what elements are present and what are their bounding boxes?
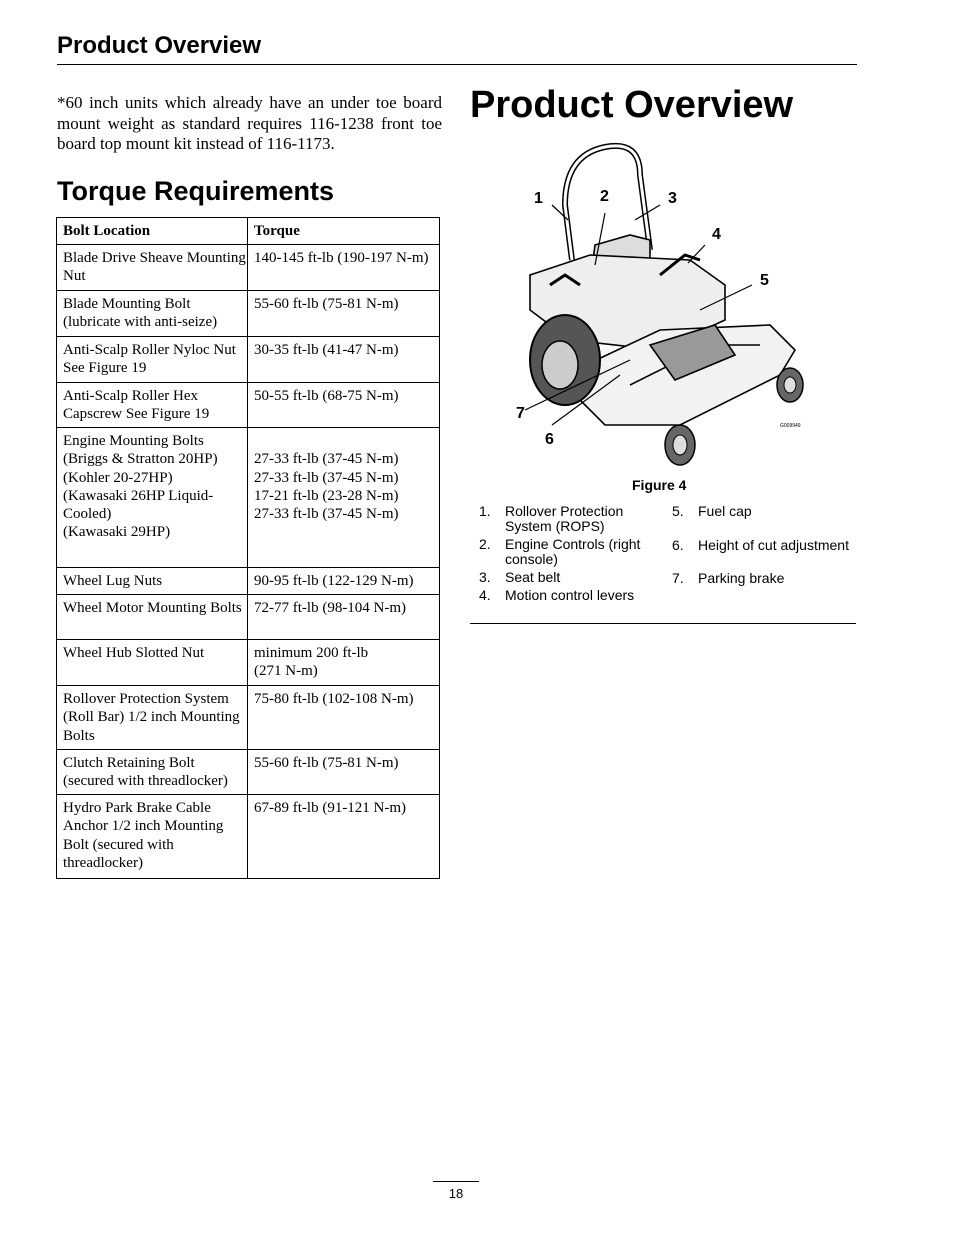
header-rule [57, 64, 857, 65]
legend-text: Height of cut adjustment [698, 537, 849, 553]
figure-legend-left [470, 504, 660, 606]
torque-cell: 27-33 ft-lb (37-45 N-m) 27-33 ft-lb (37-45 N-m) 17-21 ft-lb (23-28 N-m) 27-33 ft-lb (37-45 N-m) [248, 428, 440, 568]
table-row [57, 337, 440, 383]
callout-7: 7 [516, 405, 525, 422]
page-header-title: Product Overview [57, 32, 262, 59]
figure-legend-right [663, 504, 856, 589]
section-title: Product Overview [470, 84, 794, 126]
table-row [57, 595, 440, 640]
torque-cell: 72-77 ft-lb (98-104 N-m) [248, 595, 440, 640]
legend-text: Engine Controls (right console) [505, 536, 641, 567]
bolt-location-cell: Engine Mounting Bolts (Briggs & Stratton 20HP) (Kohler 20-27HP) (Kawasaki 26HP Liquid-Cooled) (Kawasaki 29HP) [57, 428, 248, 568]
column-header-torque: Torque [248, 218, 440, 245]
torque-cell: 75-80 ft-lb (102-108 N-m) [248, 686, 440, 750]
torque-cell: 50-55 ft-lb (68-75 N-m) [248, 383, 440, 428]
legend-item [470, 588, 660, 603]
callout-1: 1 [534, 190, 543, 207]
bolt-location-cell: Anti-Scalp Roller Hex Capscrew See Figure 19 [57, 383, 248, 428]
torque-cell: 55-60 ft-lb (75-81 N-m) [248, 750, 440, 795]
page-number-rule [433, 1181, 479, 1182]
legend-number: 3. [479, 569, 491, 585]
torque-table [56, 217, 440, 879]
table-row [57, 383, 440, 428]
table-row [57, 750, 440, 795]
torque-cell: 90-95 ft-lb (122-129 N-m) [248, 568, 440, 595]
bolt-location-cell: Wheel Hub Slotted Nut [57, 640, 248, 686]
figure-code-label: G009949 [780, 423, 801, 429]
callout-4: 4 [712, 226, 721, 243]
table-row [57, 686, 440, 750]
table-row [57, 795, 440, 879]
torque-cell: 67-89 ft-lb (91-121 N-m) [248, 795, 440, 879]
callout-2: 2 [600, 188, 609, 205]
legend-rule [470, 623, 856, 624]
bolt-location-cell: Blade Drive Sheave Mounting Nut [57, 245, 248, 291]
legend-number: 2. [479, 536, 491, 552]
intro-paragraph: *60 inch units which already have an under toe board mount weight as standard requires 116-1238 front toe board top mount kit instead of 116-1173. [57, 93, 442, 153]
column-header-bolt-location: Bolt Location [57, 218, 248, 245]
page-number: 18 [448, 1186, 464, 1201]
legend-item [470, 537, 660, 567]
legend-item [470, 504, 660, 534]
torque-cell: 55-60 ft-lb (75-81 N-m) [248, 291, 440, 337]
legend-item [663, 571, 856, 586]
torque-cell: minimum 200 ft-lb (271 N-m) [248, 640, 440, 686]
torque-cell: 140-145 ft-lb (190-197 N-m) [248, 245, 440, 291]
legend-text: Motion control levers [505, 587, 635, 603]
legend-number: 1. [479, 503, 491, 519]
legend-number: 7. [672, 570, 684, 586]
callout-5: 5 [760, 272, 769, 289]
bolt-location-cell: Wheel Lug Nuts [57, 568, 248, 595]
table-row [57, 291, 440, 337]
table-header-row [57, 218, 440, 245]
table-row [57, 245, 440, 291]
callout-3: 3 [668, 190, 677, 207]
bolt-location-cell: Blade Mounting Bolt (lubricate with anti-seize) [57, 291, 248, 337]
legend-text: Parking brake [698, 570, 785, 586]
legend-number: 6. [672, 537, 684, 553]
legend-number: 4. [479, 587, 491, 603]
legend-item [470, 570, 660, 585]
figure-caption: Figure 4 [632, 477, 687, 493]
bolt-location-cell: Anti-Scalp Roller Nyloc Nut See Figure 19 [57, 337, 248, 383]
table-row [57, 640, 440, 686]
torque-heading: Torque Requirements [57, 176, 335, 206]
legend-number: 5. [672, 503, 684, 519]
legend-item [663, 538, 856, 553]
table-row [57, 568, 440, 595]
bolt-location-cell: Wheel Motor Mounting Bolts [57, 595, 248, 640]
legend-text: Rollover Protection System (ROPS) [505, 503, 624, 534]
torque-cell: 30-35 ft-lb (41-47 N-m) [248, 337, 440, 383]
mower-figure [510, 135, 830, 470]
bolt-location-cell: Hydro Park Brake Cable Anchor 1/2 inch Mounting Bolt (secured with threadlocker) [57, 795, 248, 879]
table-row [57, 428, 440, 568]
bolt-location-cell: Clutch Retaining Bolt (secured with threadlocker) [57, 750, 248, 795]
bolt-location-cell: Rollover Protection System (Roll Bar) 1/2 inch Mounting Bolts [57, 686, 248, 750]
legend-item [663, 504, 856, 519]
callout-6: 6 [545, 431, 554, 448]
legend-text: Fuel cap [698, 503, 752, 519]
legend-text: Seat belt [505, 569, 561, 585]
